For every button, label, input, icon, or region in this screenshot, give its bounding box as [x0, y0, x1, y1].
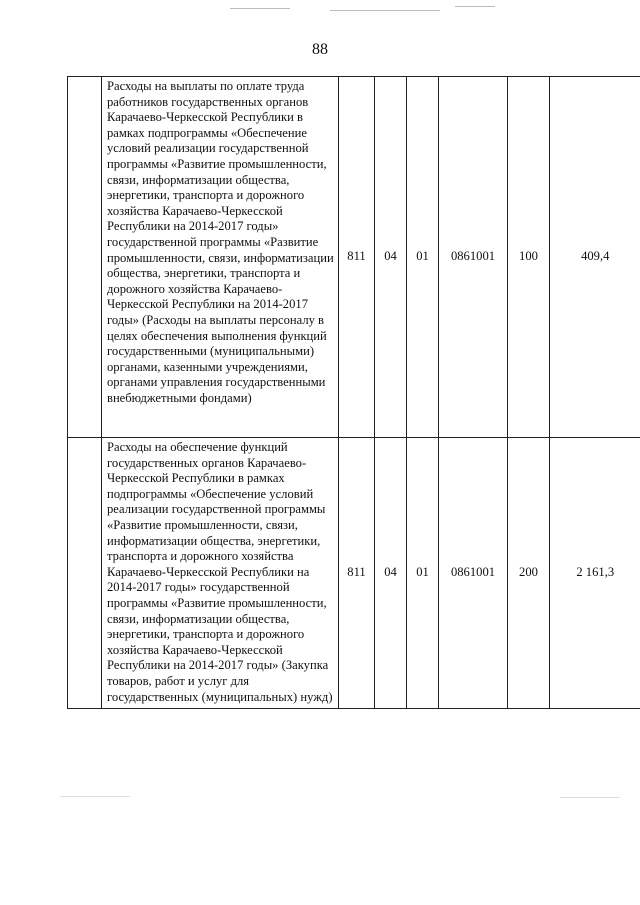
index-cell: [68, 438, 102, 709]
amount-cell: 409,4: [550, 77, 640, 438]
scan-artifact: [60, 796, 130, 797]
page-number: 88: [312, 41, 328, 58]
index-cell: [68, 77, 102, 438]
scan-artifact: [230, 8, 290, 9]
amount-cell: 2 161,3: [550, 438, 640, 709]
expense-type-cell: 100: [508, 77, 550, 438]
table-row: [68, 438, 640, 709]
target-article-cell: 0861001: [439, 77, 508, 438]
section-cell: 04: [375, 77, 407, 438]
expense-type-cell: 200: [508, 438, 550, 709]
subsection-cell: 01: [407, 438, 439, 709]
scan-artifact: [455, 6, 495, 7]
scan-artifact: [560, 797, 620, 798]
description-cell: Расходы на обеспечение функций государственных органов Карачаево-Черкесской Республики в рамках подпрограммы «Обеспечение условий реализации государственной программы «Развитие промышленности, связи, информатизации общества, энергетики, транспорта и дорожного хозяйства Карачаево-Черкесской Республики на 2014-2017 годы» государственной программы «Развитие промышленности, связи, информатизации общества, энергетики, транспорта и дорожного хозяйства Карачаево-Черкесской Республики на 2014-2017 годы» (Закупка товаров, работ и услуг для государственных (муниципальных) нужд): [102, 438, 339, 709]
section-cell: 04: [375, 438, 407, 709]
table-row: [68, 77, 640, 438]
subsection-cell: 01: [407, 77, 439, 438]
ministry-cell: 811: [339, 438, 375, 709]
budget-table: [67, 76, 640, 709]
description-cell: Расходы на выплаты по оплате труда работников государственных органов Карачаево-Черкесской Республики в рамках подпрограммы «Обеспечение условий реализации государственной программы «Развитие промышленности, связи, информатизации общества, энергетики, транспорта и дорожного хозяйства Карачаево-Черкесской Республики на 2014-2017 годы» государственной программы «Развитие промышленности, связи, информатизации общества, энергетики, транспорта и дорожного хозяйства Карачаево-Черкесской Республики на 2014-2017 годы» (Расходы на выплаты персоналу в целях обеспечения выполнения функций государственными (муниципальными) органами, казенными учреждениями, органами управления государственными внебюджетными фондами): [102, 77, 339, 438]
target-article-cell: 0861001: [439, 438, 508, 709]
scan-artifact: [330, 10, 440, 11]
ministry-cell: 811: [339, 77, 375, 438]
